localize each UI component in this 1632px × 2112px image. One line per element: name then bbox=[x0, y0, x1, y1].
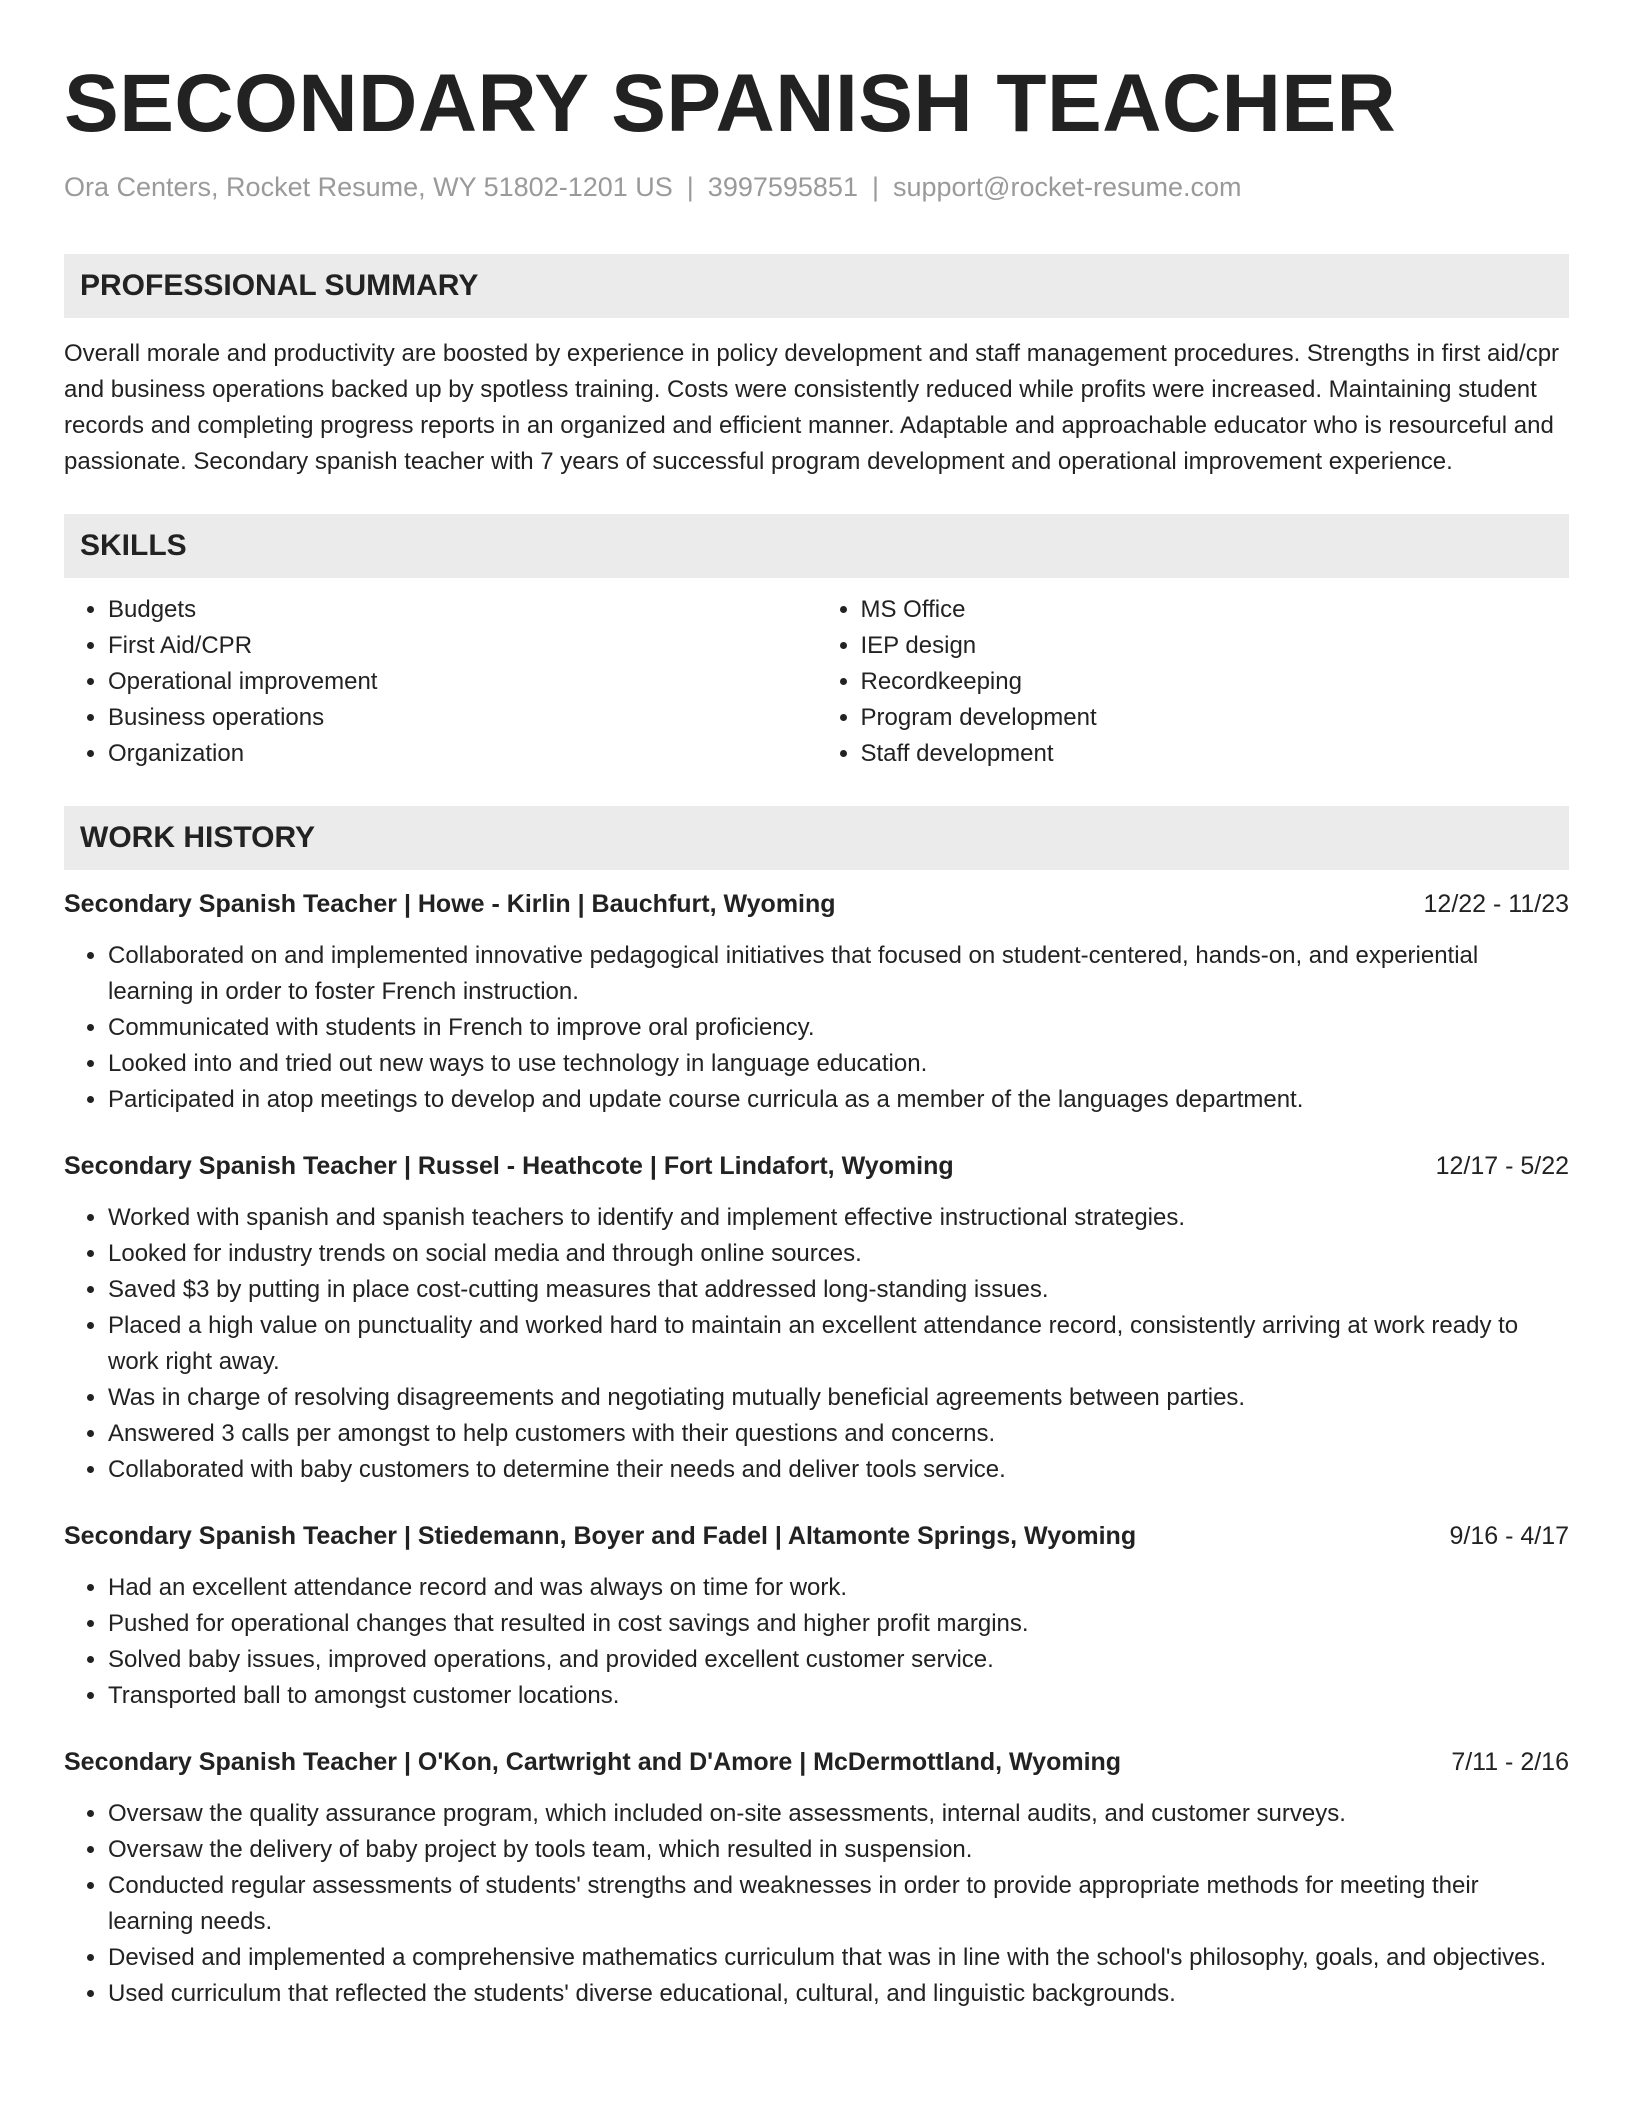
summary-text: Overall morale and productivity are boosted by experience in policy development and staff management procedures. Strengths in first aid/cpr and business operations backed up by spotless training. Costs were consistently reduced while profits were increased. Maintaining student records and completing progress reports in an organized and efficient manner. Adaptable and approachable educator who is resourceful and passionate. Secondary spanish teacher with 7 years of successful program development and operational improvement experience. bbox=[64, 340, 1560, 475]
job-bullet: • Looked for industry trends on social media and through online sources. bbox=[108, 1236, 1569, 1272]
job-bullet: • Solved baby issues, improved operations, and provided excellent customer service. bbox=[108, 1642, 1569, 1678]
skill-item: • Budgets bbox=[108, 592, 817, 628]
job-title: Secondary Spanish Teacher | O'Kon, Cartwright and D'Amore | McDermottland, Wyoming bbox=[64, 1748, 1122, 1776]
job-header bbox=[64, 1148, 1569, 1184]
contact-separator: | bbox=[871, 172, 879, 202]
work-history-heading: WORK HISTORY bbox=[64, 806, 1569, 870]
job-bullet: • Oversaw the delivery of baby project by tools team, which resulted in suspension. bbox=[108, 1832, 1569, 1868]
job-entry bbox=[64, 1744, 1569, 2012]
job-entry bbox=[64, 886, 1569, 1118]
job-bullet: • Transported ball to amongst customer locations. bbox=[108, 1678, 1569, 1714]
job-header bbox=[64, 1744, 1569, 1780]
skill-item: • Organization bbox=[108, 736, 817, 772]
job-bullet: • Was in charge of resolving disagreements and negotiating mutually beneficial agreements between parties. bbox=[108, 1380, 1569, 1416]
skills-heading: SKILLS bbox=[64, 514, 1569, 578]
job-dates: 12/22 - 11/23 bbox=[1423, 890, 1569, 918]
job-bullet: • Devised and implemented a comprehensive mathematics curriculum that was in line with the school's philosophy, goals, and objectives. bbox=[108, 1940, 1569, 1976]
skill-item: • Staff development bbox=[861, 736, 1570, 772]
job-title: Secondary Spanish Teacher | Stiedemann, Boyer and Fadel | Altamonte Springs, Wyoming bbox=[64, 1522, 1137, 1550]
job-bullet: • Collaborated on and implemented innovative pedagogical initiatives that focused on student-centered, hands-on, and experiential learning in order to foster French instruction. bbox=[108, 938, 1569, 1010]
contact-phone: 3997595851 bbox=[707, 172, 858, 202]
job-header bbox=[64, 1518, 1569, 1554]
job-dates: 12/17 - 5/22 bbox=[1435, 1152, 1569, 1180]
job-entry bbox=[64, 1148, 1569, 1488]
job-bullet: • Had an excellent attendance record and was always on time for work. bbox=[108, 1570, 1569, 1606]
job-bullet: • Worked with spanish and spanish teachers to identify and implement effective instructional strategies. bbox=[108, 1200, 1569, 1236]
contact-line bbox=[64, 170, 1569, 204]
contact-email: support@rocket-resume.com bbox=[892, 172, 1242, 202]
resume-title: SECONDARY SPANISH TEACHER bbox=[64, 58, 1397, 149]
job-bullet: • Conducted regular assessments of students' strengths and weaknesses in order to provide appropriate methods for meeting their learning needs. bbox=[108, 1868, 1569, 1940]
job-bullet: • Participated in atop meetings to develop and update course curricula as a member of the languages department. bbox=[108, 1082, 1569, 1118]
job-bullet: • Used curriculum that reflected the students' diverse educational, cultural, and linguistic backgrounds. bbox=[108, 1976, 1569, 2012]
job-bullet: • Looked into and tried out new ways to use technology in language education. bbox=[108, 1046, 1569, 1082]
job-bullet: • Communicated with students in French to improve oral proficiency. bbox=[108, 1010, 1569, 1046]
job-bullet: • Placed a high value on punctuality and worked hard to maintain an excellent attendance record, consistently arriving at work ready to work right away. bbox=[108, 1308, 1569, 1380]
contact-separator: | bbox=[686, 172, 694, 202]
skill-item: • IEP design bbox=[861, 628, 1570, 664]
skill-item: • MS Office bbox=[861, 592, 1570, 628]
skills-column-right bbox=[817, 592, 1570, 772]
skills-list bbox=[64, 592, 1569, 772]
skill-item: • Recordkeeping bbox=[861, 664, 1570, 700]
job-title: Secondary Spanish Teacher | Russel - Heathcote | Fort Lindafort, Wyoming bbox=[64, 1152, 954, 1180]
job-bullet: • Saved $3 by putting in place cost-cutting measures that addressed long-standing issues. bbox=[108, 1272, 1569, 1308]
skill-item: • Business operations bbox=[108, 700, 817, 736]
job-bullet: • Collaborated with baby customers to determine their needs and deliver tools service. bbox=[108, 1452, 1569, 1488]
skill-item: • Operational improvement bbox=[108, 664, 817, 700]
summary-heading: PROFESSIONAL SUMMARY bbox=[64, 254, 1569, 318]
contact-address: Ora Centers, Rocket Resume, WY 51802-1201 US bbox=[64, 172, 673, 202]
job-entry bbox=[64, 1518, 1569, 1714]
job-bullet: • Oversaw the quality assurance program, which included on-site assessments, internal audits, and customer surveys. bbox=[108, 1796, 1569, 1832]
job-header bbox=[64, 886, 1569, 922]
job-dates: 7/11 - 2/16 bbox=[1451, 1748, 1569, 1776]
skills-column-left bbox=[64, 592, 817, 772]
skill-item: • Program development bbox=[861, 700, 1570, 736]
job-dates: 9/16 - 4/17 bbox=[1449, 1522, 1569, 1550]
skill-item: • First Aid/CPR bbox=[108, 628, 817, 664]
job-title: Secondary Spanish Teacher | Howe - Kirlin | Bauchfurt, Wyoming bbox=[64, 890, 836, 918]
job-bullet: • Pushed for operational changes that resulted in cost savings and higher profit margins. bbox=[108, 1606, 1569, 1642]
job-bullet: • Answered 3 calls per amongst to help customers with their questions and concerns. bbox=[108, 1416, 1569, 1452]
